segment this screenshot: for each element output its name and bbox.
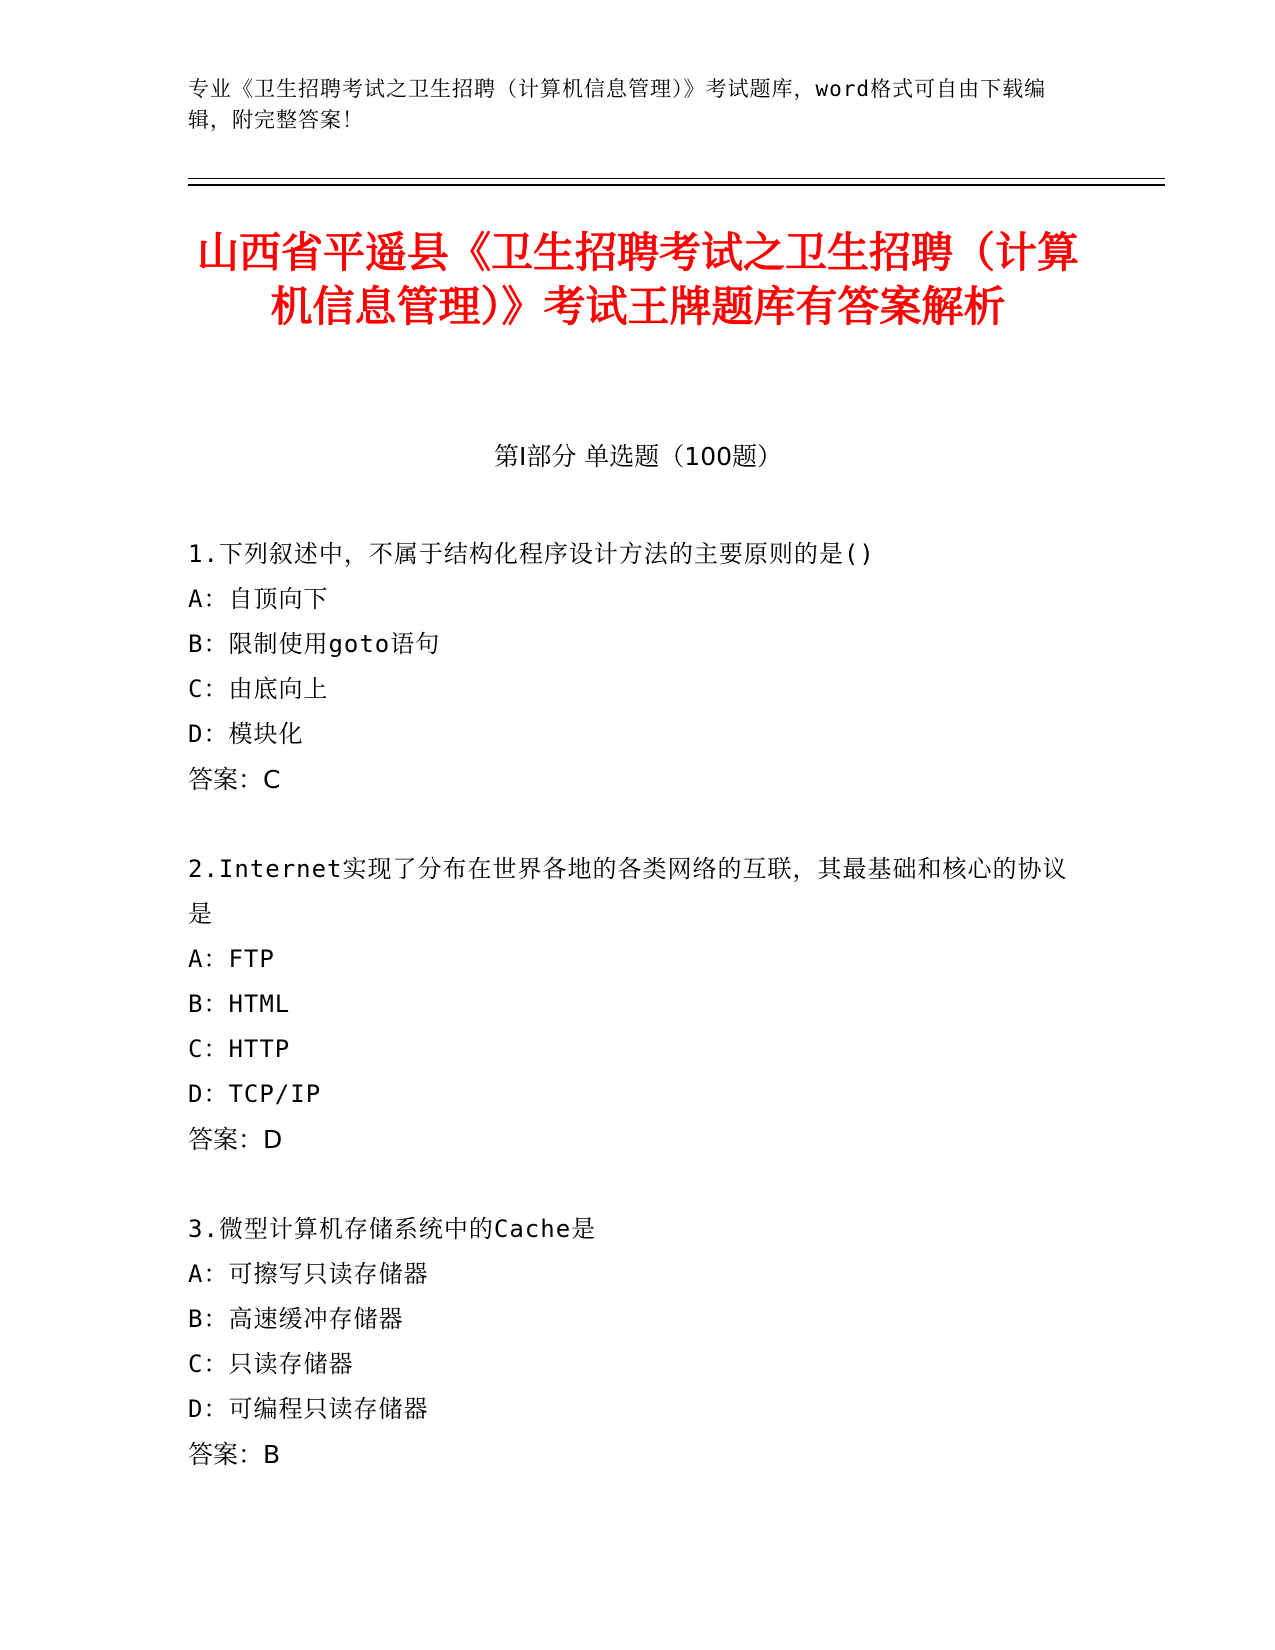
question-stem: 1.下列叙述中，不属于结构化程序设计方法的主要原则的是() xyxy=(188,540,875,568)
option-b: B：高速缓冲存储器 xyxy=(188,1305,404,1333)
answer: 答案：D xyxy=(188,1125,283,1154)
option-d: D：模块化 xyxy=(188,720,304,748)
option-d: D：可编程只读存储器 xyxy=(188,1395,429,1423)
option-d: D：TCP/IP xyxy=(188,1080,322,1108)
section-title: 第I部分 单选题（100题） xyxy=(493,442,783,471)
question-1 xyxy=(188,532,1088,803)
option-a: A：自顶向下 xyxy=(188,585,329,613)
option-c: C：只读存储器 xyxy=(188,1350,354,1378)
option-c: C：HTTP xyxy=(188,1035,291,1063)
question-list xyxy=(188,532,1088,1522)
option-b: B：HTML xyxy=(188,990,291,1018)
question-stem: 3.微型计算机存储系统中的Cache是 xyxy=(188,1215,597,1243)
question-2 xyxy=(188,847,1088,1163)
option-b: B：限制使用goto语句 xyxy=(188,630,441,658)
question-stem: 2.Internet实现了分布在世界各地的各类网络的互联，其最基础和核心的协议是 xyxy=(188,855,1068,928)
option-a: A：FTP xyxy=(188,945,275,973)
answer: 答案：B xyxy=(188,1440,281,1469)
header-divider-thin xyxy=(188,178,1165,179)
option-a: A：可擦写只读存储器 xyxy=(188,1260,429,1288)
question-3 xyxy=(188,1207,1088,1478)
header-divider-thick xyxy=(188,184,1165,186)
header-note: 专业《卫生招聘考试之卫生招聘（计算机信息管理）》考试题库，word格式可自由下载编辑，附完整答案！ xyxy=(188,77,1047,132)
document-title: 山西省平遥县《卫生招聘考试之卫生招聘（计算机信息管理）》考试王牌题库有答案解析 xyxy=(196,228,1079,331)
answer: 答案：C xyxy=(188,765,281,794)
option-c: C：由底向上 xyxy=(188,675,329,703)
